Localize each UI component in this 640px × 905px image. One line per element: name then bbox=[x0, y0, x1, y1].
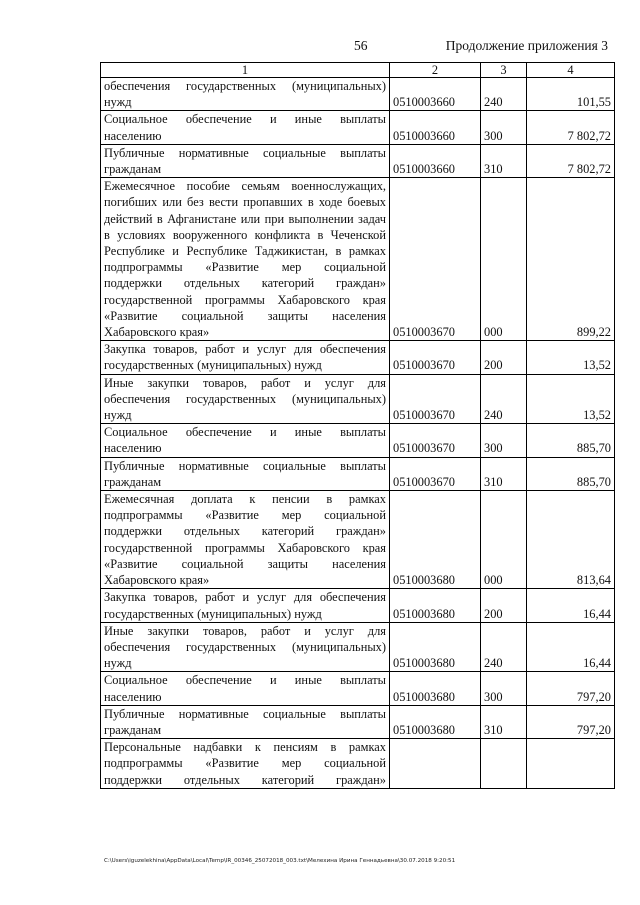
row-name: Иные закупки товаров, работ и услуг для обеспечения государственных (муниципальных) нужд bbox=[101, 374, 390, 424]
row-amount: 899,22 bbox=[527, 178, 615, 341]
page-number: 56 bbox=[354, 38, 368, 53]
table-row bbox=[101, 374, 615, 424]
row-code: 0510003670 bbox=[390, 374, 481, 424]
table-row bbox=[101, 424, 615, 457]
row-name: Социальное обеспечение и иные выплаты населению bbox=[101, 424, 390, 457]
row-vr: 310 bbox=[481, 705, 527, 738]
row-vr: 300 bbox=[481, 424, 527, 457]
row-name: обеспечения государственных (муниципальных) нужд bbox=[101, 78, 390, 111]
continuation-label: Продолжение приложения 3 bbox=[445, 38, 608, 53]
row-vr: 000 bbox=[481, 491, 527, 589]
row-name: Ежемесячная доплата к пенсии в рамках подпрограммы «Развитие мер социальной поддержки отдельных категорий граждан» государственной программы Хабаровского края «Развитие социальной защиты населения Хабаровского края» bbox=[101, 491, 390, 589]
table-row bbox=[101, 739, 615, 789]
row-amount: 16,44 bbox=[527, 589, 615, 622]
row-name: Ежемесячное пособие семьям военнослужащих, погибших или без вести пропавших в ходе боевых действий в Афганистане или при выполнении задач в условиях вооруженного конфликта в Чеченской Республике и Республике Таджикистан, в рамках подпрограммы «Развитие мер социальной поддержки отдельных категорий граждан» государственной программы Хабаровского края «Развитие социальной защиты населения Хабаровского края» bbox=[101, 178, 390, 341]
row-amount: 797,20 bbox=[527, 705, 615, 738]
row-code: 0510003660 bbox=[390, 144, 481, 177]
footer-file-path: C:\Users\iguzelekhina\AppData\Local\Temp\IR_00346_25072018_003.txt\Мелехина Ирина Геннадьевна\30.07.2018 9:20:51 bbox=[104, 858, 456, 864]
row-amount: 885,70 bbox=[527, 457, 615, 490]
column-header-code: 2 bbox=[390, 63, 481, 78]
row-vr: 240 bbox=[481, 78, 527, 111]
row-vr: 300 bbox=[481, 111, 527, 144]
row-code: 0510003670 bbox=[390, 457, 481, 490]
row-code: 0510003670 bbox=[390, 341, 481, 374]
row-vr: 000 bbox=[481, 178, 527, 341]
page-header bbox=[0, 38, 640, 58]
row-vr: 300 bbox=[481, 672, 527, 705]
row-amount: 7 802,72 bbox=[527, 144, 615, 177]
row-amount: 13,52 bbox=[527, 374, 615, 424]
row-amount: 813,64 bbox=[527, 491, 615, 589]
row-vr: 240 bbox=[481, 374, 527, 424]
column-header-amount: 4 bbox=[527, 63, 615, 78]
row-vr: 310 bbox=[481, 144, 527, 177]
row-code: 0510003680 bbox=[390, 491, 481, 589]
table-row bbox=[101, 457, 615, 490]
row-amount: 101,55 bbox=[527, 78, 615, 111]
row-amount: 797,20 bbox=[527, 672, 615, 705]
row-code: 0510003670 bbox=[390, 424, 481, 457]
row-name: Закупка товаров, работ и услуг для обеспечения государственных (муниципальных) нужд bbox=[101, 589, 390, 622]
row-vr: 200 bbox=[481, 341, 527, 374]
column-header-name: 1 bbox=[101, 63, 390, 78]
column-number-row bbox=[101, 63, 615, 78]
row-vr: 310 bbox=[481, 457, 527, 490]
row-amount: 885,70 bbox=[527, 424, 615, 457]
row-name: Персональные надбавки к пенсиям в рамках подпрограммы «Развитие мер социальной поддержки отдельных категорий граждан» bbox=[101, 739, 390, 789]
row-amount: 13,52 bbox=[527, 341, 615, 374]
table-row bbox=[101, 589, 615, 622]
row-vr: 240 bbox=[481, 622, 527, 672]
table-row bbox=[101, 178, 615, 341]
table-row bbox=[101, 111, 615, 144]
budget-table bbox=[100, 62, 615, 789]
row-code: 0510003660 bbox=[390, 78, 481, 111]
table-row bbox=[101, 705, 615, 738]
row-name: Публичные нормативные социальные выплаты гражданам bbox=[101, 457, 390, 490]
row-code bbox=[390, 739, 481, 789]
row-amount: 7 802,72 bbox=[527, 111, 615, 144]
row-name: Иные закупки товаров, работ и услуг для обеспечения государственных (муниципальных) нужд bbox=[101, 622, 390, 672]
table-row bbox=[101, 672, 615, 705]
row-amount bbox=[527, 739, 615, 789]
table-row bbox=[101, 622, 615, 672]
column-header-vr: 3 bbox=[481, 63, 527, 78]
row-name: Социальное обеспечение и иные выплаты населению bbox=[101, 672, 390, 705]
row-vr bbox=[481, 739, 527, 789]
row-code: 0510003680 bbox=[390, 705, 481, 738]
row-vr: 200 bbox=[481, 589, 527, 622]
table-row bbox=[101, 491, 615, 589]
row-code: 0510003680 bbox=[390, 672, 481, 705]
row-code: 0510003660 bbox=[390, 111, 481, 144]
table-row bbox=[101, 341, 615, 374]
row-code: 0510003680 bbox=[390, 622, 481, 672]
row-amount: 16,44 bbox=[527, 622, 615, 672]
row-code: 0510003680 bbox=[390, 589, 481, 622]
row-name: Социальное обеспечение и иные выплаты населению bbox=[101, 111, 390, 144]
table-row bbox=[101, 78, 615, 111]
table-row bbox=[101, 144, 615, 177]
row-name: Публичные нормативные социальные выплаты гражданам bbox=[101, 705, 390, 738]
row-code: 0510003670 bbox=[390, 178, 481, 341]
row-name: Закупка товаров, работ и услуг для обеспечения государственных (муниципальных) нужд bbox=[101, 341, 390, 374]
row-name: Публичные нормативные социальные выплаты гражданам bbox=[101, 144, 390, 177]
